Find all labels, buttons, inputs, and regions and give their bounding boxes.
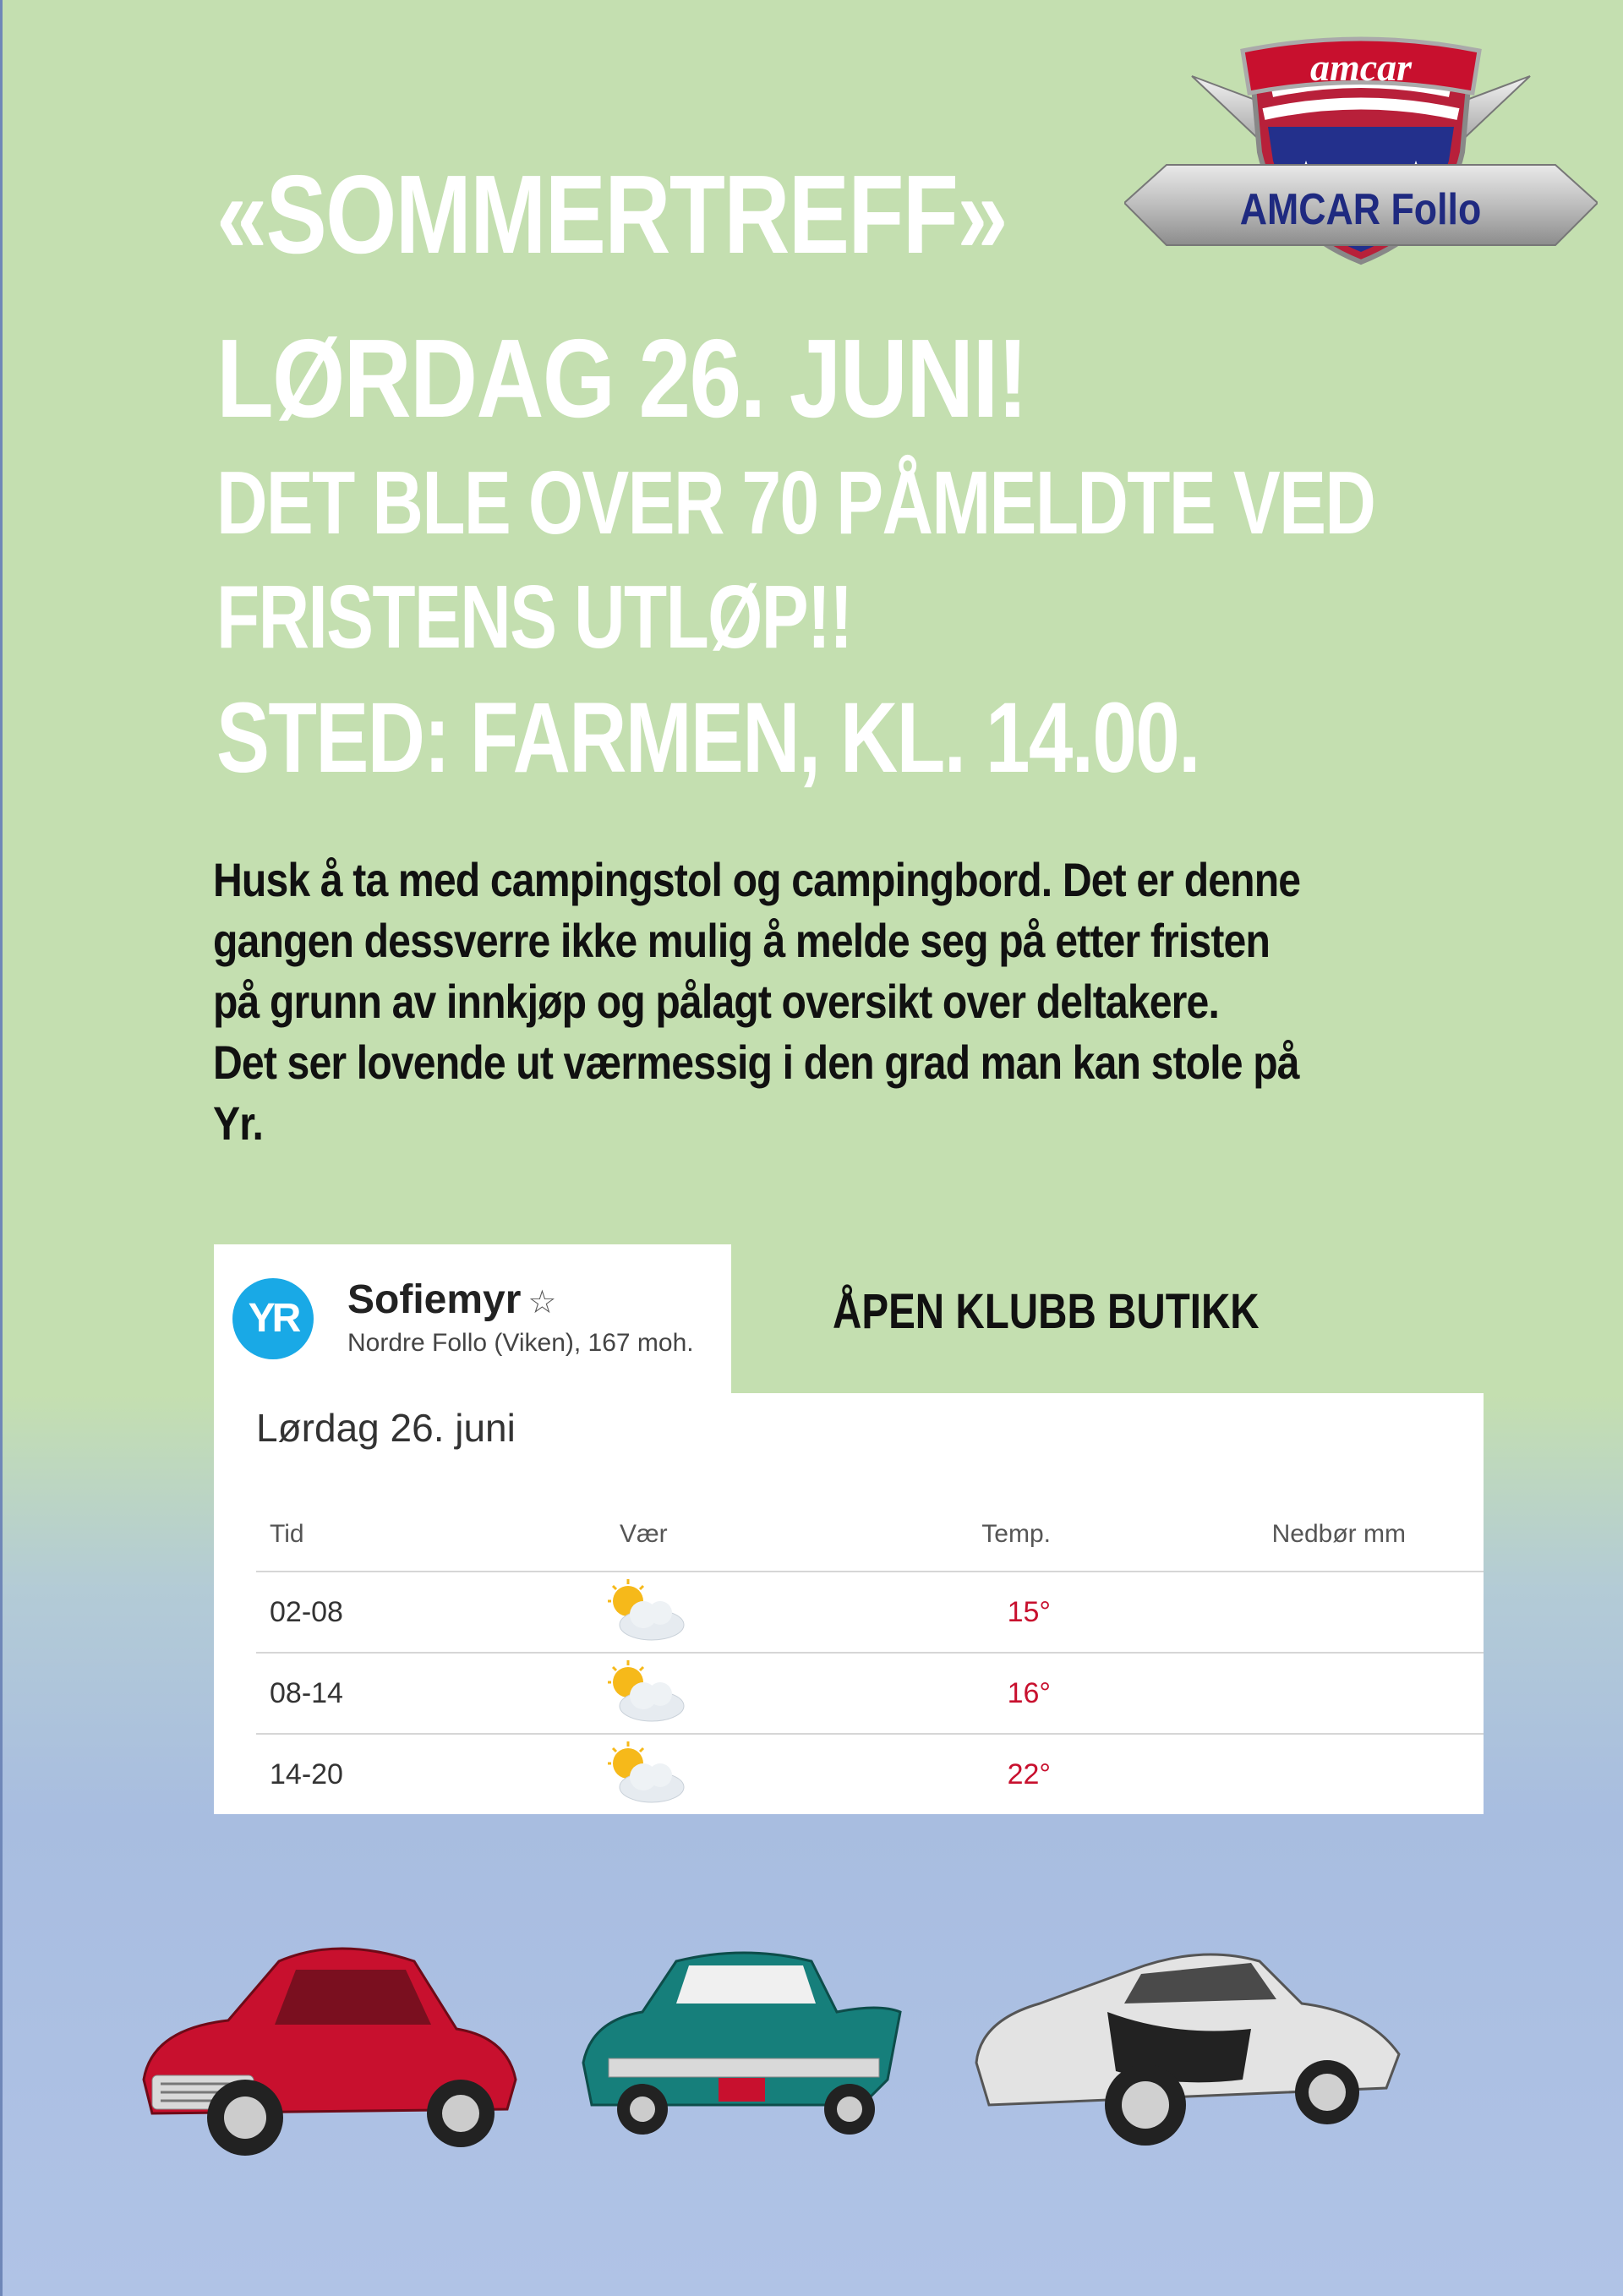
info-line: på grunn av innkjøp og pålagt oversikt over deltakere. (213, 975, 1219, 1028)
forecast-date: Lørdag 26. juni (256, 1406, 516, 1450)
info-line: Det ser lovende ut værmessig i den grad man kan stole på (213, 1036, 1299, 1089)
headline-signups-1: DET BLE OVER 70 PÅMELDTE VED (216, 453, 1375, 553)
weather-forecast (214, 1393, 1484, 1814)
row-time: 02-08 (270, 1596, 343, 1628)
headline-location: STED: FARMEN, KL. 14.00. (216, 682, 1199, 794)
yr-place-label: Sofiemyr (347, 1277, 522, 1322)
partly-cloudy-icon (603, 1741, 687, 1806)
row-temperature: 15° (1007, 1596, 1051, 1628)
page-border (0, 0, 3, 2296)
teal-car-image (583, 1953, 900, 2135)
classic-cars-illustration (135, 1911, 1522, 2164)
shop-notice: ÅPEN KLUBB BUTIKK (833, 1284, 1260, 1339)
amcar-follo-logo (1124, 34, 1598, 296)
partly-cloudy-icon (603, 1579, 687, 1643)
forecast-row (256, 1572, 1484, 1654)
row-time: 08-14 (270, 1677, 343, 1709)
logo-bottom-text: AMCAR Follo (1239, 184, 1482, 234)
forecast-row (256, 1654, 1484, 1735)
yr-place-name (347, 1276, 556, 1323)
silver-car-image (976, 1954, 1399, 2146)
partly-cloudy-icon (603, 1660, 687, 1725)
yr-place-subtitle: Nordre Follo (Viken), 167 moh. (347, 1329, 694, 1357)
star-icon: ☆ (527, 1285, 557, 1320)
yr-location-card (214, 1244, 731, 1393)
row-temperature: 16° (1007, 1677, 1051, 1709)
info-line: Yr. (213, 1096, 264, 1150)
red-car-image (144, 1949, 516, 2156)
headline-title: «SOMMERTREFF» (216, 152, 1007, 276)
header-nedbor: Nedbør mm (1271, 1520, 1406, 1548)
info-paragraph (213, 850, 1303, 1154)
headline-signups-2: FRISTENS UTLØP!! (216, 567, 852, 667)
row-time: 14-20 (270, 1758, 343, 1790)
logo-top-text: amcar (1309, 46, 1413, 89)
headline-date: LØRDAG 26. JUNI! (216, 316, 1027, 440)
yr-logo-icon: YR (232, 1278, 314, 1359)
info-line: Husk å ta med campingstol og campingbord. Det er denne (213, 853, 1301, 906)
header-tid: Tid (270, 1520, 304, 1548)
row-temperature: 22° (1007, 1758, 1051, 1790)
header-temp: Temp. (981, 1520, 1051, 1548)
header-vaer: Vær (620, 1520, 668, 1548)
forecast-header-row (256, 1520, 1484, 1572)
info-line: gangen dessverre ikke mulig å melde seg på etter fristen (213, 914, 1270, 967)
forecast-row (256, 1735, 1484, 1814)
